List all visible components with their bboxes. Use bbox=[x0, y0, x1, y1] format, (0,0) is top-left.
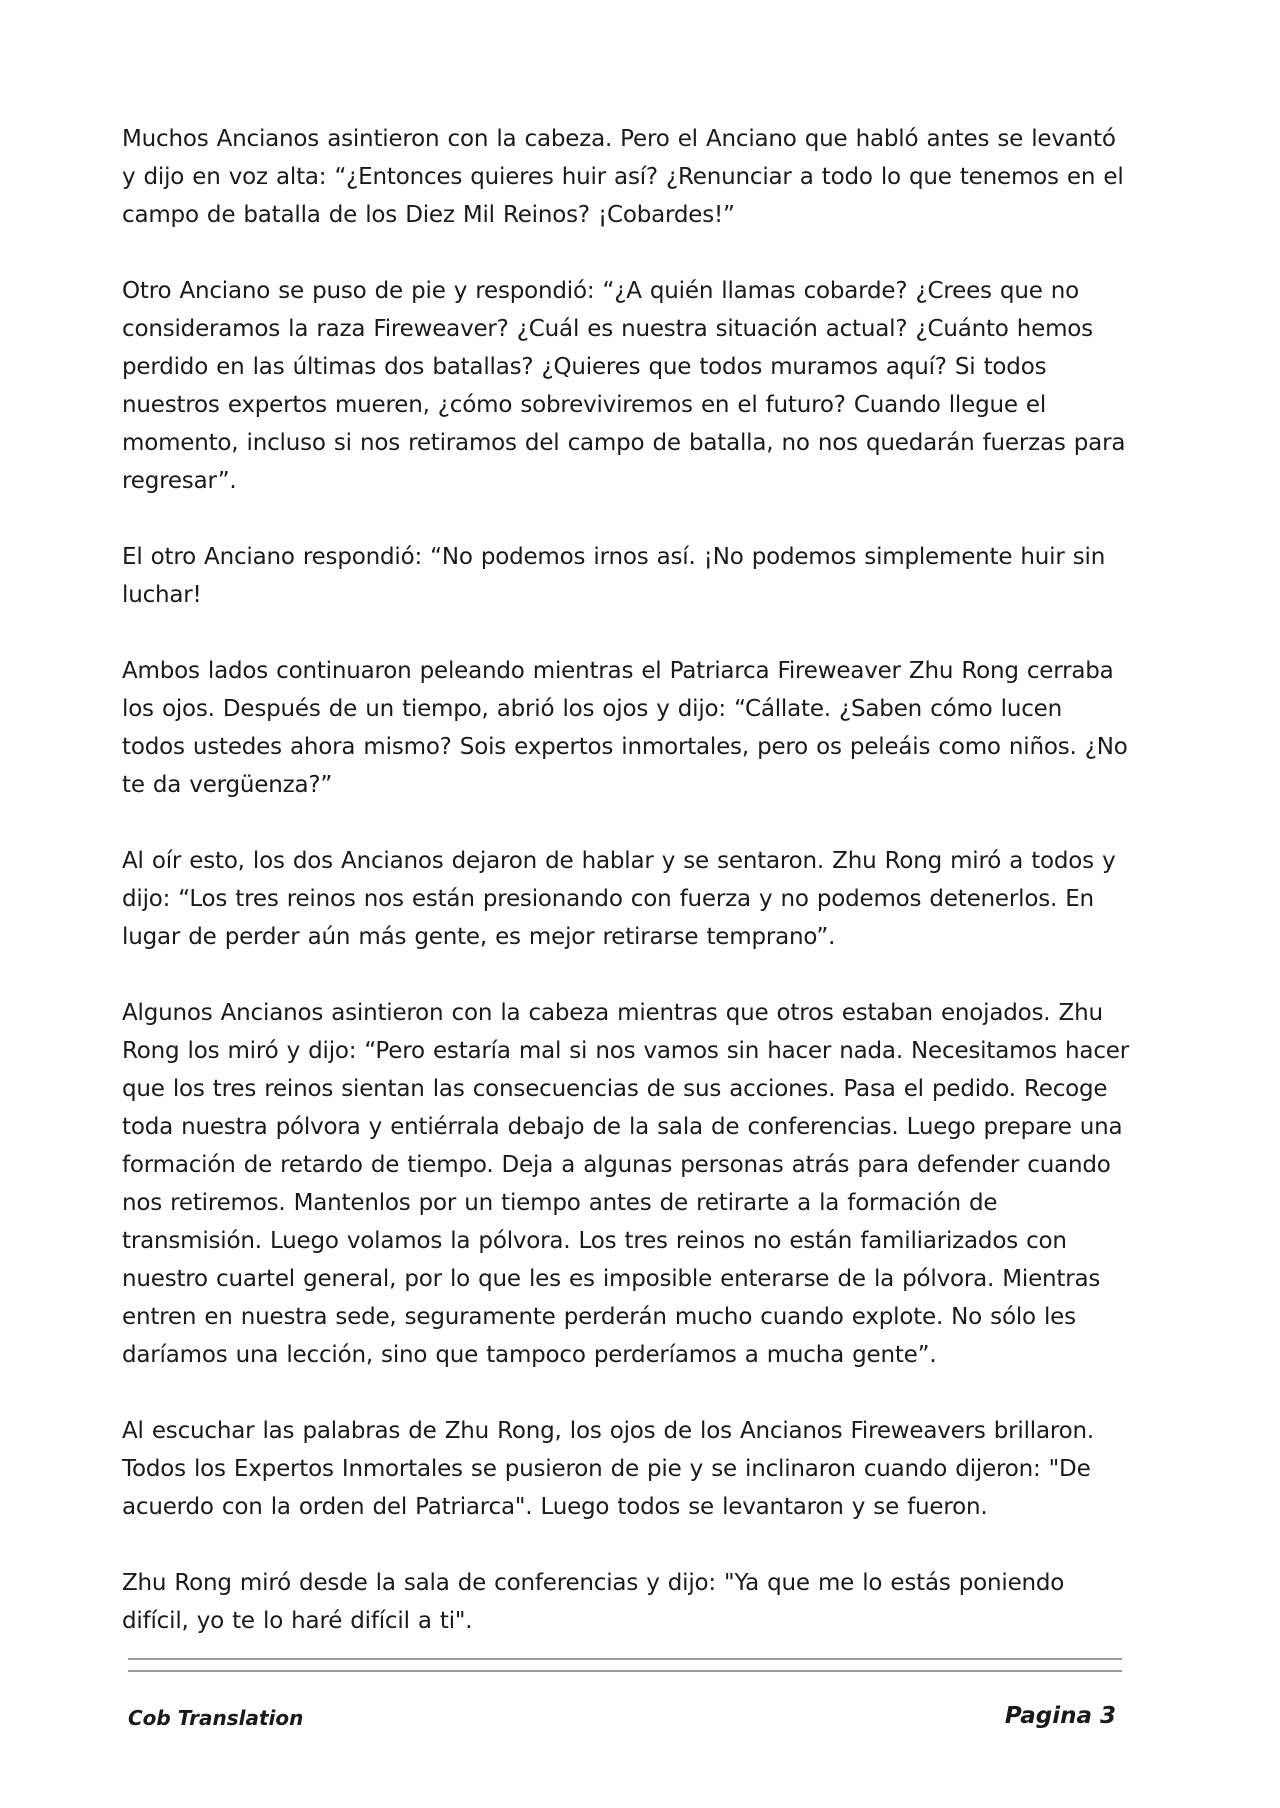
paragraph-6: Algunos Ancianos asintieron con la cabeza mientras que otros estaban enojados. Zhu Rong los miró y dijo: “Pero estaría mal si nos vamos sin hacer nada. Necesitamos hacer que los tres reinos sientan las consecuencias de sus acciones. Pasa el pedido. Recoge toda nuestra pólvora y entiérrala debajo de la sala de conferencias. Luego prepare una formación de retardo de tiempo. Deja a algunas personas atrás para defender cuando nos retiremos. Mantenlos por un tiempo antes de retirarte a la formación de transmisión. Luego volamos la pólvora. Los tres reinos no están familiarizados con nuestro cuartel general, por lo que les es imposible enterarse de la pólvora. Mientras entren en nuestra sede, seguramente perderán mucho cuando explote. No sólo les daríamos una lección, sino que tampoco perderíamos a mucha gente”. bbox=[122, 1000, 1129, 1368]
footer-rule-bottom bbox=[128, 1670, 1122, 1672]
body-text bbox=[122, 120, 1132, 1678]
paragraph-5: Al oír esto, los dos Ancianos dejaron de hablar y se sentaron. Zhu Rong miró a todos y dijo: “Los tres reinos nos están presionando con fuerza y no podemos detenerlos. En lugar de perder aún más gente, es mejor retirarse temprano”. bbox=[122, 848, 1116, 950]
paragraph-2: Otro Anciano se puso de pie y respondió: “¿A quién llamas cobarde? ¿Crees que no consideramos la raza Fireweaver? ¿Cuál es nuestra situación actual? ¿Cuánto hemos perdido en las últimas dos batallas? ¿Quieres que todos muramos aquí? Si todos nuestros expertos mueren, ¿cómo sobreviviremos en el futuro? Cuando llegue el momento, incluso si nos retiramos del campo de batalla, no nos quedarán fuerzas para regresar”. bbox=[122, 278, 1126, 494]
paragraph-1: Muchos Ancianos asintieron con la cabeza. Pero el Anciano que habló antes se levantó y dijo en voz alta: “¿Entonces quieres huir así? ¿Renunciar a todo lo que tenemos en el campo de batalla de los Diez Mil Reinos? ¡Cobardes!” bbox=[122, 126, 1124, 228]
paragraph-3: El otro Anciano respondió: “No podemos irnos así. ¡No podemos simplemente huir sin luchar! bbox=[122, 544, 1106, 608]
paragraph-7: Al escuchar las palabras de Zhu Rong, los ojos de los Ancianos Fireweavers brillaron. Todos los Expertos Inmortales se pusieron de pie y se inclinaron cuando dijeron: "De acuerdo con la orden del Patriarca". Luego todos se levantaron y se fueron. bbox=[122, 1418, 1095, 1520]
footer-divider bbox=[128, 1658, 1122, 1674]
footer-page-number: Pagina 3 bbox=[1004, 1703, 1116, 1729]
paragraph-8: Zhu Rong miró desde la sala de conferencias y dijo: "Ya que me lo estás poniendo difícil, yo te lo haré difícil a ti". bbox=[122, 1570, 1065, 1634]
footer-rule-top bbox=[128, 1658, 1122, 1660]
paragraph-4: Ambos lados continuaron peleando mientras el Patriarca Fireweaver Zhu Rong cerraba los ojos. Después de un tiempo, abrió los ojos y dijo: “Cállate. ¿Saben cómo lucen todos ustedes ahora mismo? Sois expertos inmortales, pero os peleáis como niños. ¿No te da vergüenza?” bbox=[122, 658, 1128, 798]
footer-translator: Cob Translation bbox=[128, 1706, 304, 1730]
